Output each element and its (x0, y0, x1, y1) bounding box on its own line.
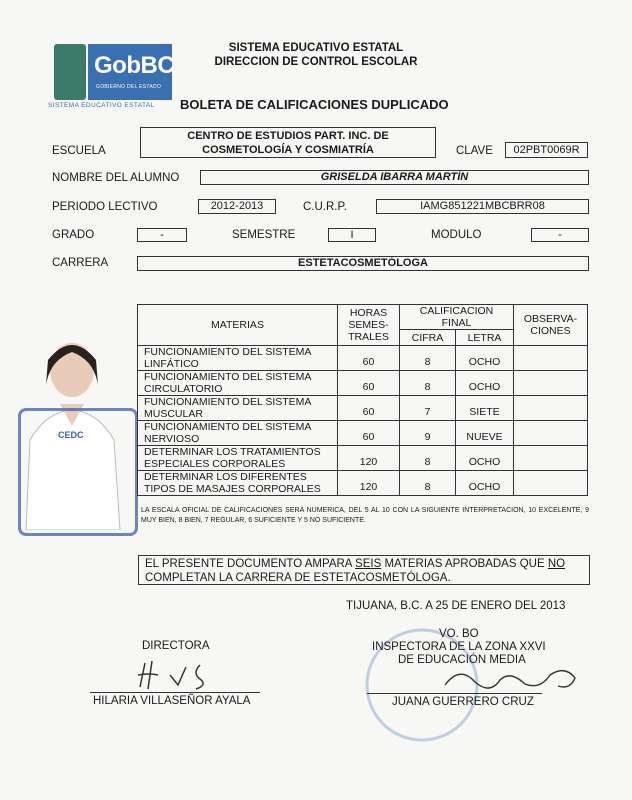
grades-table (137, 304, 588, 496)
col-horas: HORAS SEMES- TRALES (338, 305, 400, 346)
director-title: DIRECTORA (142, 640, 210, 652)
vobo-label: VO. BO (439, 628, 479, 640)
student-label: NOMBRE DEL ALUMNO (52, 172, 180, 184)
school-stamp-text: CEDC (58, 430, 84, 440)
table-row: DETERMINAR LOS TRATAMIENTOS ESPECIALES CORPORALES 120 8 OCHO (138, 446, 588, 471)
header-line2: DIRECCION DE CONTROL ESCOLAR (214, 56, 418, 68)
clave-label: CLAVE (456, 145, 493, 157)
curp-label: C.U.R.P. (303, 201, 347, 213)
table-row: DETERMINAR LOS DIFERENTES TIPOS DE MASAJES CORPORALES 120 8 OCHO (138, 471, 588, 496)
table-row: FUNCIONAMIENTO DEL SISTEMA MUSCULAR 60 7 SIETE (138, 396, 588, 421)
table-row: FUNCIONAMIENTO DEL SISTEMA CIRCULATORIO 60 8 OCHO (138, 371, 588, 396)
grade-value: - (137, 228, 187, 242)
school-stamp (18, 408, 138, 536)
career-label: CARRERA (52, 257, 109, 269)
col-letra: LETRA (456, 330, 514, 346)
grading-scale-note: LA ESCALA OFICIAL DE CALIFICACIONES SERA NUMERICA, DEL 5 AL 10 CON LA SIGUIENTE INTERPRETACION, 10 EXCELENTE, 9 MUY BIEN, 8 BIEN, 7 REGULAR, 6 SUFICIENTE Y 5 NO SUFICIENTE. (141, 507, 589, 524)
inspector-signature-line (367, 693, 542, 694)
document-title: BOLETA DE CALIFICACIONES DUPLICADO (180, 97, 449, 112)
student-name: GRISELDA IBARRA MARTÍN (200, 170, 589, 185)
school-label: ESCUELA (52, 145, 106, 157)
school-name-line1: CENTRO DE ESTUDIOS PART. INC. DE (187, 130, 389, 142)
school-name-line2: COSMETOLOGÍA Y COSMIATRÍA (202, 144, 374, 156)
curp-value: IAMG851221MBCBRR08 (376, 199, 589, 214)
subject-count: SEIS (355, 558, 382, 570)
period-label: PERIODO LECTIVO (52, 201, 158, 213)
col-cifra: CIFRA (400, 330, 456, 346)
col-observaciones: OBSERVA- CIONES (514, 305, 588, 346)
inspector-title2: DE EDUCACIÓN MEDIA (398, 654, 526, 666)
approval-notice: EL PRESENTE DOCUMENTO AMPARA SEIS MATERIAS APROBADAS QUE NO COMPLETAN LA CARRERA DE ESTETACOSMETÓLOGA. (138, 555, 590, 585)
school-name (140, 127, 436, 158)
director-signature (130, 655, 250, 695)
table-row: FUNCIONAMIENTO DEL SISTEMA LINFÁTICO 60 8 OCHO (138, 346, 588, 371)
inspector-name: JUANA GUERRERO CRUZ (392, 696, 534, 708)
place-date: TIJUANA, B.C. A 25 DE ENERO DEL 2013 (346, 600, 566, 612)
header-line1: SISTEMA EDUCATIVO ESTATAL (228, 42, 404, 54)
modulo-value: - (531, 228, 589, 242)
period-value: 2012-2013 (198, 199, 276, 214)
table-row: FUNCIONAMIENTO DEL SISTEMA NERVIOSO 60 9 NUEVE (138, 421, 588, 446)
grade-label: GRADO (52, 229, 95, 241)
logo-subtitle: SISTEMA EDUCATIVO ESTATAL (48, 102, 155, 109)
semestre-label: SEMESTRE (232, 229, 296, 241)
director-name: HILARIA VILLASEÑOR AYALA (93, 695, 251, 707)
director-signature-line (90, 692, 260, 693)
inspector-title1: INSPECTORA DE LA ZONA XXVI (372, 641, 546, 653)
col-materias: MATERIAS (138, 305, 338, 346)
career-value: ESTETACOSMETÓLOGA (137, 256, 589, 271)
modulo-label: MODULO (431, 229, 482, 241)
gobbc-logo: GobBC GOBIERNO DEL ESTADO (88, 44, 172, 100)
semestre-value: I (328, 228, 376, 242)
inspector-signature (440, 660, 590, 700)
clave-value: 02PBT0069R (505, 142, 588, 158)
col-calificacion: CALIFICACION FINAL (400, 305, 514, 330)
